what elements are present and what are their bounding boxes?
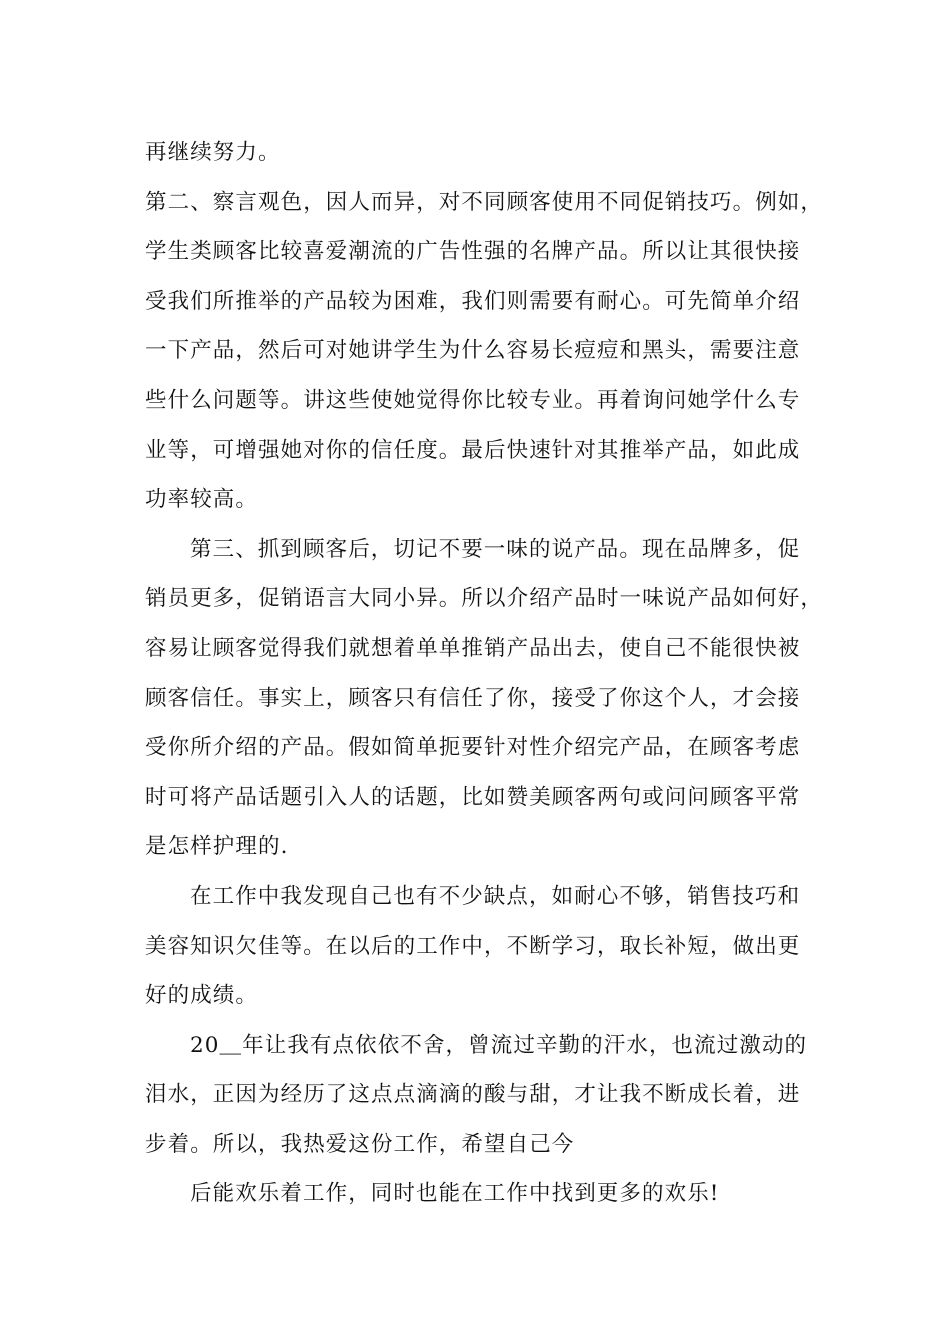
text-line: 容易让顾客觉得我们就想着单单推销产品出去，使自己不能很快被 <box>145 635 801 661</box>
text-line: 再继续努力。 <box>145 140 281 165</box>
document-body <box>145 128 824 1219</box>
text-line: 后能欢乐着工作，同时也能在工作中找到更多的欢乐! <box>190 1181 720 1207</box>
text-line: 受你所介绍的产品。假如简单扼要针对性介绍完产品，在顾客考虑 <box>145 735 801 761</box>
text-line: 受我们所推举的产品较为困难，我们则需要有耐心。可先简单介绍 <box>145 288 801 314</box>
text-line: 是怎样护理的. <box>145 834 289 860</box>
text-line: 第二、察言观色，因人而异，对不同顾客使用不同促销技巧。例如， <box>145 189 824 215</box>
text-line: 第三、抓到顾客后，切记不要一味的说产品。现在品牌多，促 <box>190 536 801 562</box>
text-line: 学生类顾客比较喜爱潮流的广告性强的名牌产品。所以让其很快接 <box>145 239 801 265</box>
text-line: 泪水，正因为经历了这点点滴滴的酸与甜，才让我不断成长着，进 <box>145 1082 801 1108</box>
text-line: 好的成绩。 <box>145 983 259 1009</box>
text-line: 在工作中我发现自己也有不少缺点，如耐心不够，销售技巧和 <box>190 883 801 909</box>
text-line: 时可将产品话题引入人的话题，比如赞美顾客两句或问问顾客平常 <box>145 784 801 810</box>
text-line: 美容知识欠佳等。在以后的工作中，不断学习，取长补短，做出更 <box>145 933 801 959</box>
text-line: 一下产品，然后可对她讲学生为什么容易长痘痘和黑头，需要注意 <box>145 338 801 364</box>
text-line: 功率较高。 <box>145 487 259 513</box>
text-line: 些什么问题等。讲这些使她觉得你比较专业。再着询问她学什么专 <box>145 387 801 413</box>
text-line: 顾客信任。事实上，顾客只有信任了你，接受了你这个人，才会接 <box>145 685 801 711</box>
text-line: 20＿年让我有点依依不舍，曾流过辛勤的汗水，也流过激动的 <box>190 1032 808 1058</box>
text-line: 销员更多，促销语言大同小异。所以介绍产品时一味说产品如何好， <box>145 586 824 612</box>
text-line: 业等，可增强她对你的信任度。最后快速针对其推举产品，如此成 <box>145 437 801 463</box>
text-line: 步着。所以，我热爱这份工作，希望自己今 <box>145 1131 575 1157</box>
